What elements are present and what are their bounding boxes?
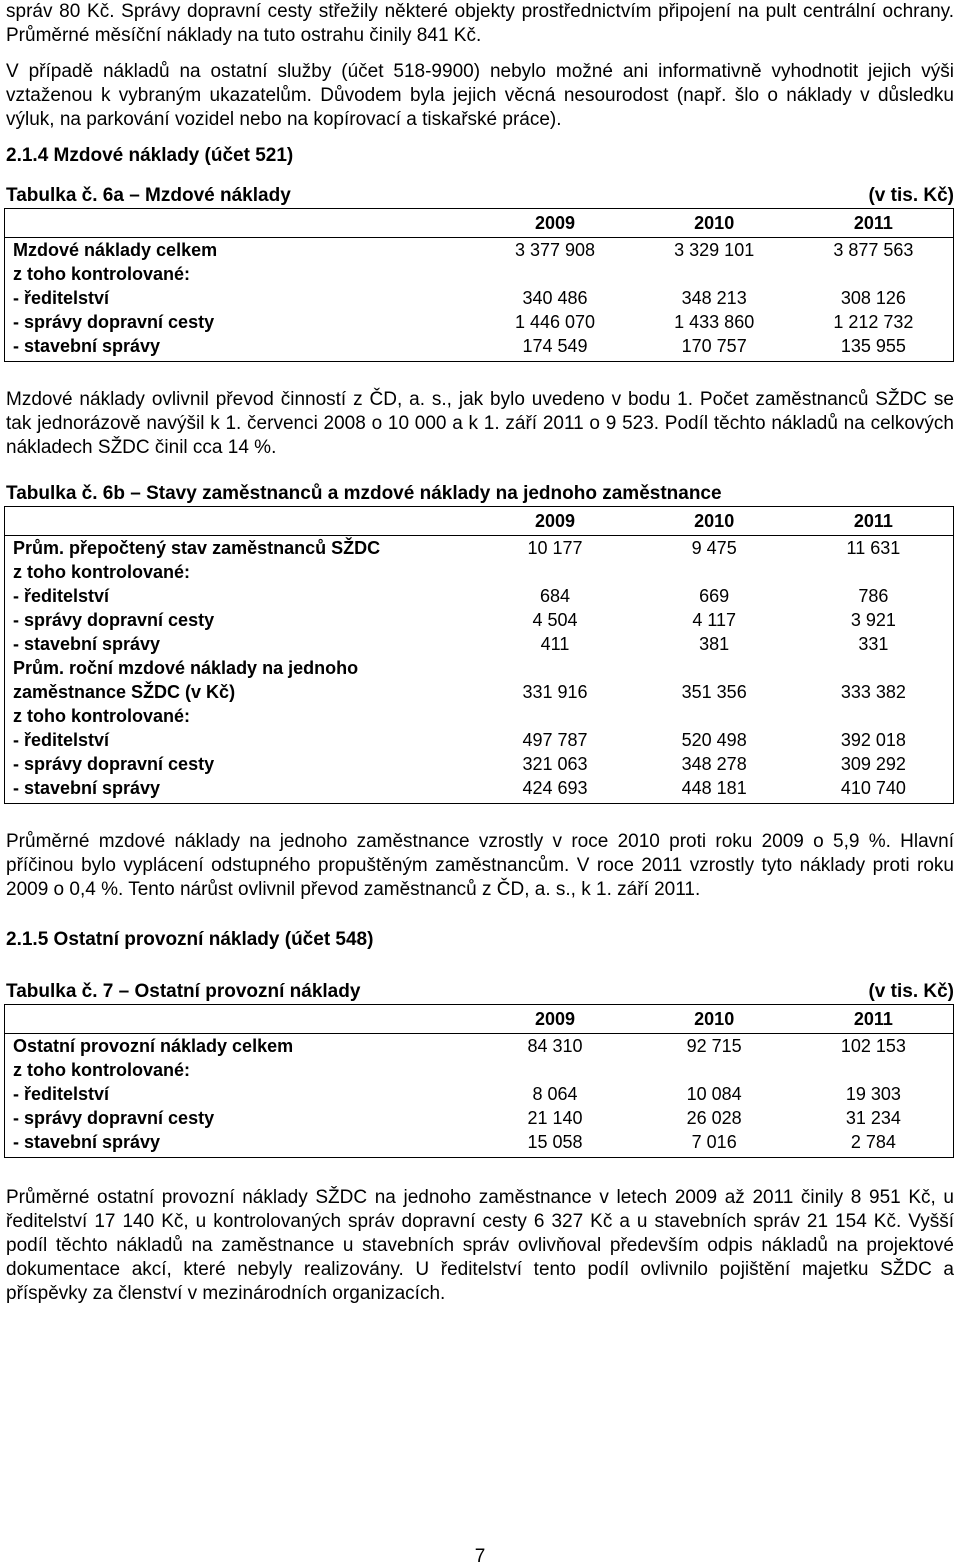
row-label: - správy dopravní cesty [13, 1108, 215, 1128]
cell-value: 786 [858, 586, 889, 606]
cell-value [475, 656, 634, 680]
table-row [5, 262, 954, 286]
cell-value: 92 715 [686, 1036, 742, 1056]
cell-value [475, 704, 634, 728]
page-number: 7 [474, 1546, 486, 1567]
row-label: Mzdové náklady celkem [13, 240, 218, 260]
table-6b-caption [6, 482, 954, 506]
cell-value: 102 153 [840, 1036, 906, 1056]
cell-value: 2 784 [850, 1132, 896, 1152]
table-row [5, 752, 954, 776]
table-6a-caption [6, 184, 954, 208]
table-header-row [5, 209, 954, 238]
table-row [5, 776, 954, 804]
row-label: - ředitelství [13, 1084, 110, 1104]
row-label: Prům. roční mzdové náklady na jednoho [13, 658, 359, 678]
table-7-unit: (v tis. Kč) [868, 981, 954, 1002]
row-label: z toho kontrolované: [13, 706, 190, 726]
cell-value [475, 1058, 634, 1082]
cell-value: 321 063 [522, 754, 588, 774]
services-paragraph: V případě nákladů na ostatní služby (účet 518-9900) nebylo možné ani informativně vyhodnotit jejich výši vztaženou k vybraným ukazatelům. Důvodem byla jejich věcná nesourodost (např. šlo o náklady v důsledku výluk, na parkování vozidel nebo na kopírovací a tiskařské práce). [6, 61, 954, 130]
table-header-row [5, 507, 954, 536]
document-page [6, 0, 954, 1306]
cell-value: 392 018 [840, 730, 906, 750]
table-row [5, 584, 954, 608]
year-header: 2011 [794, 507, 954, 536]
cell-value: 381 [699, 634, 730, 654]
cell-value: 21 140 [527, 1108, 583, 1128]
row-label: z toho kontrolované: [13, 264, 190, 284]
cell-value: 331 916 [522, 682, 588, 702]
table-row [5, 536, 954, 561]
cell-value: 497 787 [522, 730, 588, 750]
table-6a [4, 208, 954, 362]
cell-value [794, 704, 954, 728]
table-row [5, 1082, 954, 1106]
table-row [5, 680, 954, 704]
paragraph-7-commentary: Průměrné ostatní provozní náklady SŽDC na jednoho zaměstnance v letech 2009 až 2011 činily 8 951 Kč, u ředitelství 17 140 Kč, u kontrolovaných správ dopravní cesty 6 327 Kč a u stavebních správ 21 154 Kč. Vyšší podíl těchto nákladů na zaměstnance u stavebních správ ovlivňoval především odpis nákladů na projektové dokumentace akcí, které nebyly realizovány. U ředitelství tento podíl ovlivnilo pojištění majetku SŽDC a příspěvky za členství v mezinárodních organizacích. [6, 1187, 954, 1304]
row-label: - správy dopravní cesty [13, 754, 215, 774]
cell-value [794, 560, 954, 584]
cell-value: 84 310 [527, 1036, 583, 1056]
paragraph-6a-commentary: Mzdové náklady ovlivnil převod činností z ČD, a. s., jak bylo uvedeno v bodu 1. Počet zaměstnanců SŽDC se tak jednorázově navýšil k 1. červenci 2008 o 10 000 a k 1. září 2011 o 9 523. Podíl těchto nákladů na celkových nákladech SŽDC činil cca 14 %. [6, 389, 954, 458]
cell-value: 10 177 [527, 538, 583, 558]
cell-value: 340 486 [522, 288, 588, 308]
row-label: zaměstnance SŽDC (v Kč) [13, 682, 236, 702]
cell-value: 1 433 860 [674, 312, 755, 332]
cell-value [475, 560, 634, 584]
table-row [5, 728, 954, 752]
table-6b-title: Tabulka č. 6b – Stavy zaměstnanců a mzdové náklady na jednoho zaměstnance [6, 483, 722, 504]
section-heading-521: 2.1.4 Mzdové náklady (účet 521) [6, 145, 294, 166]
cell-value: 3 329 101 [674, 240, 755, 260]
cell-value: 7 016 [691, 1132, 737, 1152]
row-label: - stavební správy [13, 778, 161, 798]
table-row [5, 238, 954, 263]
table-row [5, 608, 954, 632]
table-row [5, 560, 954, 584]
cell-value: 11 631 [846, 538, 901, 558]
intro-paragraph: správ 80 Kč. Správy dopravní cesty střežily některé objekty prostřednictvím připojení na pult centrální ochrany. Průměrné měsíční náklady na tuto ostrahu činily 841 Kč. [6, 1, 954, 46]
row-label: z toho kontrolované: [13, 562, 190, 582]
cell-value [635, 560, 794, 584]
cell-value: 333 382 [840, 682, 906, 702]
cell-value: 348 213 [681, 288, 747, 308]
cell-value: 520 498 [681, 730, 747, 750]
cell-value: 3 877 563 [833, 240, 914, 260]
cell-value: 1 212 732 [833, 312, 914, 332]
cell-value: 308 126 [840, 288, 906, 308]
cell-value [794, 656, 954, 680]
cell-value: 15 058 [527, 1132, 583, 1152]
cell-value: 174 549 [522, 336, 588, 356]
cell-value: 31 234 [845, 1108, 901, 1128]
row-label: - správy dopravní cesty [13, 610, 215, 630]
row-label: - ředitelství [13, 586, 110, 606]
table-6b [4, 506, 954, 804]
table-7 [4, 1004, 954, 1158]
row-label: - ředitelství [13, 730, 110, 750]
cell-value [635, 704, 794, 728]
cell-value: 669 [699, 586, 730, 606]
cell-value: 4 504 [532, 610, 578, 630]
cell-value: 1 446 070 [514, 312, 596, 332]
cell-value: 19 303 [845, 1084, 901, 1104]
cell-value [635, 262, 794, 286]
cell-value [475, 262, 634, 286]
cell-value: 448 181 [681, 778, 747, 798]
cell-value [794, 1058, 954, 1082]
year-header: 2009 [475, 209, 634, 238]
cell-value: 348 278 [681, 754, 747, 774]
cell-value: 135 955 [840, 336, 906, 356]
cell-value: 3 921 [850, 610, 896, 630]
cell-value [635, 656, 794, 680]
table-row [5, 632, 954, 656]
cell-value: 170 757 [681, 336, 747, 356]
year-header: 2009 [475, 507, 634, 536]
year-header: 2011 [794, 1005, 954, 1034]
cell-value: 351 356 [681, 682, 747, 702]
row-label: - správy dopravní cesty [13, 312, 215, 332]
row-label: - stavební správy [13, 336, 161, 356]
table-7-caption [6, 980, 954, 1004]
year-header: 2010 [635, 209, 794, 238]
cell-value: 684 [539, 586, 571, 606]
paragraph-6b-commentary: Průměrné mzdové náklady na jednoho zaměstnance vzrostly v roce 2010 proti roku 2009 o 5,9 %. Hlavní příčinou bylo vyplácení odstupného propuštěným zaměstnancům. V roce 2011 vzrostly tyto náklady proti roku 2009 o 0,4 %. Tento nárůst ovlivnil převod zaměstnanců z ČD, a. s., k 1. září 2011. [6, 831, 954, 900]
table-row [5, 310, 954, 334]
section-heading-548: 2.1.5 Ostatní provozní náklady (účet 548) [6, 929, 374, 950]
cell-value: 331 [858, 634, 889, 654]
table-row [5, 1130, 954, 1158]
row-label: - stavební správy [13, 634, 161, 654]
cell-value: 9 475 [691, 538, 737, 558]
cell-value: 10 084 [686, 1084, 742, 1104]
cell-value: 26 028 [686, 1108, 742, 1128]
cell-value [635, 1058, 794, 1082]
table-7-title: Tabulka č. 7 – Ostatní provozní náklady [6, 981, 361, 1002]
row-label: Ostatní provozní náklady celkem [13, 1036, 294, 1056]
table-6a-unit: (v tis. Kč) [868, 185, 954, 206]
year-header: 2011 [794, 209, 954, 238]
table-row [5, 656, 954, 680]
row-label: z toho kontrolované: [13, 1060, 190, 1080]
table-row [5, 334, 954, 362]
row-label: - ředitelství [13, 288, 110, 308]
cell-value: 410 740 [840, 778, 906, 798]
table-row [5, 1058, 954, 1082]
table-6a-title: Tabulka č. 6a – Mzdové náklady [6, 185, 291, 206]
table-header-row [5, 1005, 954, 1034]
cell-value: 411 [540, 634, 570, 654]
cell-value: 8 064 [532, 1084, 578, 1104]
year-header: 2010 [635, 507, 794, 536]
cell-value: 4 117 [692, 610, 737, 630]
cell-value: 3 377 908 [514, 240, 596, 260]
year-header: 2009 [475, 1005, 634, 1034]
year-header: 2010 [635, 1005, 794, 1034]
table-row [5, 704, 954, 728]
row-label: - stavební správy [13, 1132, 161, 1152]
cell-value: 309 292 [840, 754, 906, 774]
cell-value: 424 693 [522, 778, 588, 798]
table-row [5, 286, 954, 310]
cell-value [794, 262, 954, 286]
row-label: Prům. přepočtený stav zaměstnanců SŽDC [13, 538, 381, 558]
table-row [5, 1106, 954, 1130]
table-row [5, 1034, 954, 1059]
